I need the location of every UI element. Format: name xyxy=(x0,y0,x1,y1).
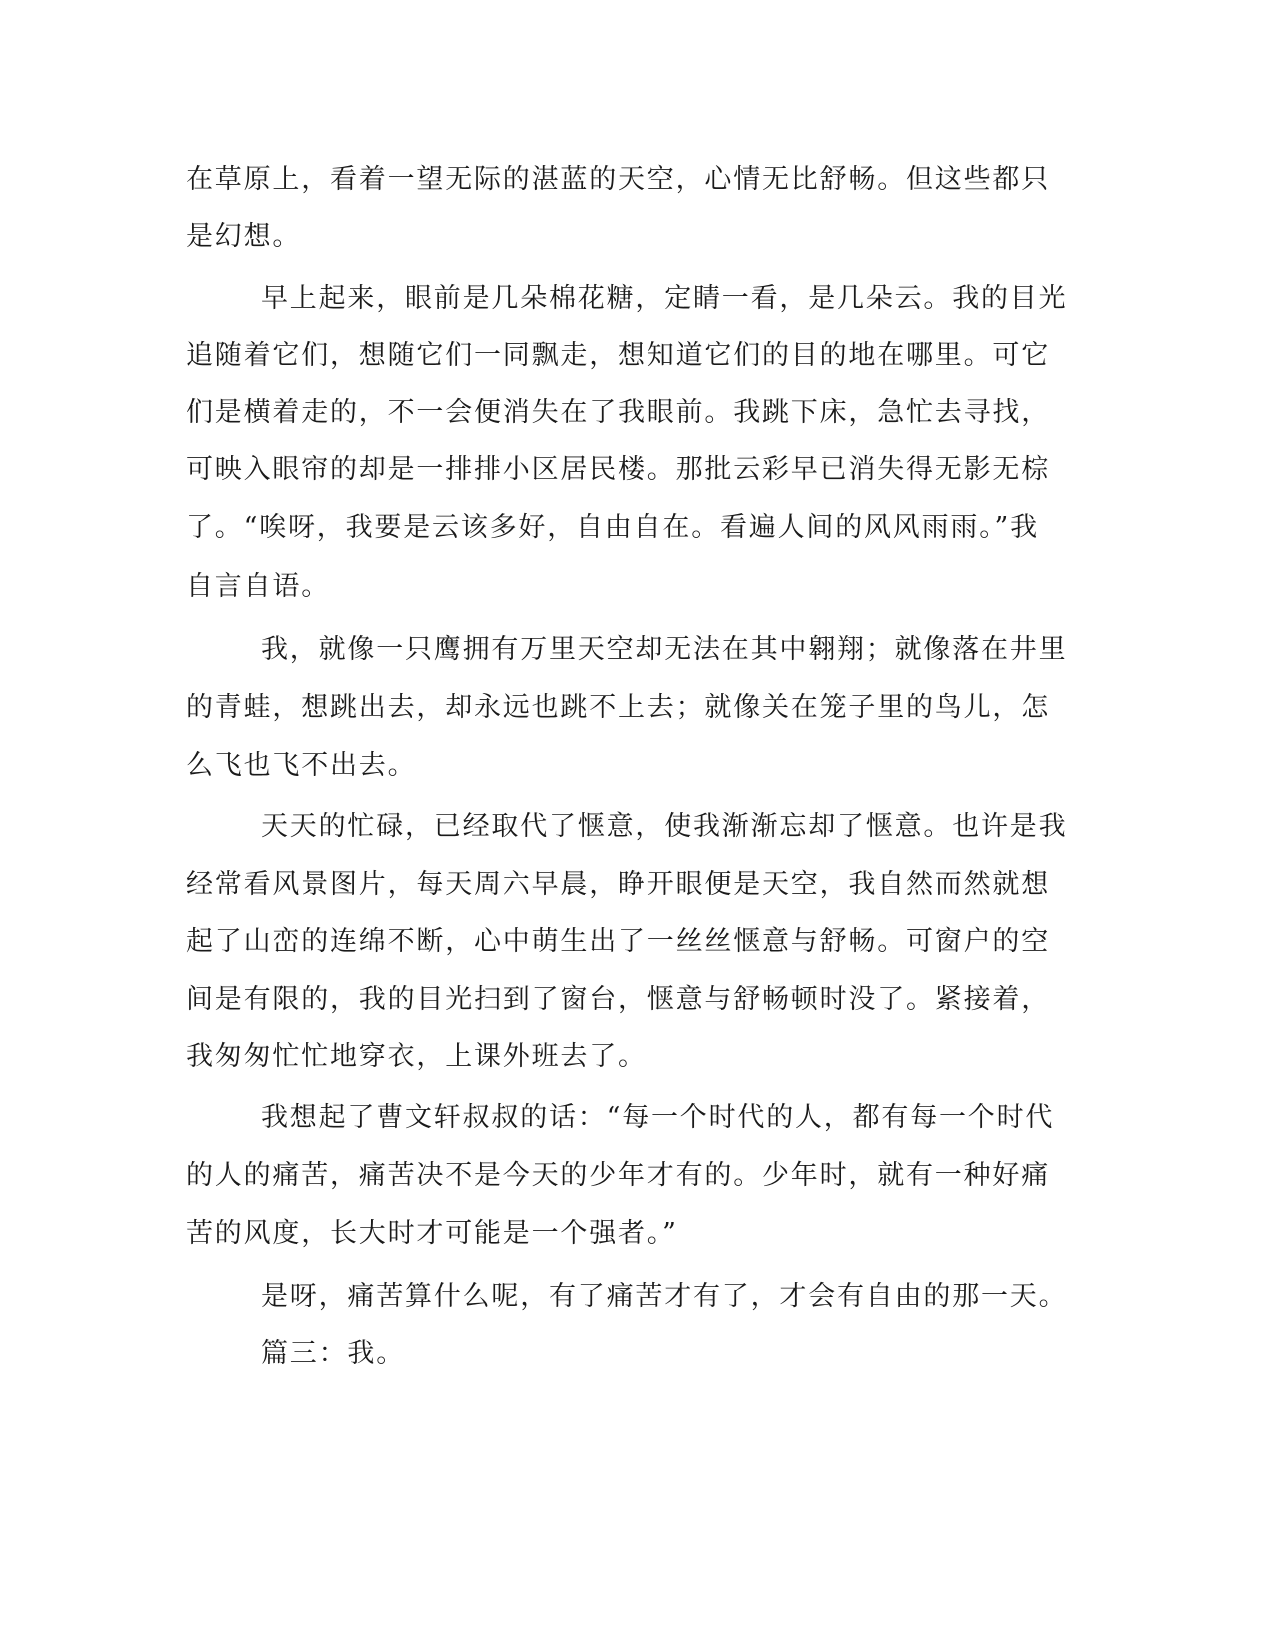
text-line: 的青蛙，想跳出去，却永远也跳不上去；就像关在笼子里的鸟儿，怎 xyxy=(186,692,1050,723)
text-line: 在草原上，看着一望无际的湛蓝的天空，心情无比舒畅。但这些都只 xyxy=(186,164,1050,195)
text-line: 我想起了曹文轩叔叔的话：“每一个时代的人，都有每一个时代 xyxy=(261,1102,1055,1133)
text-line: 可映入眼帘的却是一排排小区居民楼。那批云彩早已消失得无影无棕 xyxy=(186,454,1050,485)
text-line: 天天的忙碌，已经取代了惬意，使我渐渐忘却了惬意。也许是我 xyxy=(261,811,1068,842)
text-line: 了。“唉呀，我要是云该多好，自由自在。看遍人间的风风雨雨。”我 xyxy=(186,512,1039,543)
text-line: 自言自语。 xyxy=(186,571,330,602)
text-line: 经常看风景图片，每天周六早晨，睁开眼便是天空，我自然而然就想 xyxy=(186,869,1050,900)
text-line: 早上起来，眼前是几朵棉花糖，定睛一看，是几朵云。我的目光 xyxy=(261,283,1068,314)
text-line: 们是横着走的，不一会便消失在了我眼前。我跳下床，急忙去寻找， xyxy=(186,397,1050,428)
text-line: 是呀，痛苦算什么呢，有了痛苦才有了，才会有自由的那一天。 xyxy=(261,1281,1068,1312)
text-line: 我，就像一只鹰拥有万里天空却无法在其中翱翔；就像落在井里 xyxy=(261,634,1068,665)
text-line: 起了山峦的连绵不断，心中萌生出了一丝丝惬意与舒畅。可窗户的空 xyxy=(186,926,1050,957)
text-line: 间是有限的，我的目光扫到了窗台，惬意与舒畅顿时没了。紧接着， xyxy=(186,984,1050,1015)
text-line: 是幻想。 xyxy=(186,221,302,252)
text-line: 苦的风度，长大时才可能是一个强者。” xyxy=(186,1218,678,1249)
text-line: 追随着它们，想随它们一同飘走，想知道它们的目的地在哪里。可它 xyxy=(186,340,1050,371)
section-heading: 篇三：我。 xyxy=(261,1338,405,1369)
text-line: 么飞也飞不出去。 xyxy=(186,750,417,781)
text-line: 我匆匆忙忙地穿衣，上课外班去了。 xyxy=(186,1041,647,1072)
text-line: 的人的痛苦，痛苦决不是今天的少年才有的。少年时，就有一种好痛 xyxy=(186,1160,1050,1191)
